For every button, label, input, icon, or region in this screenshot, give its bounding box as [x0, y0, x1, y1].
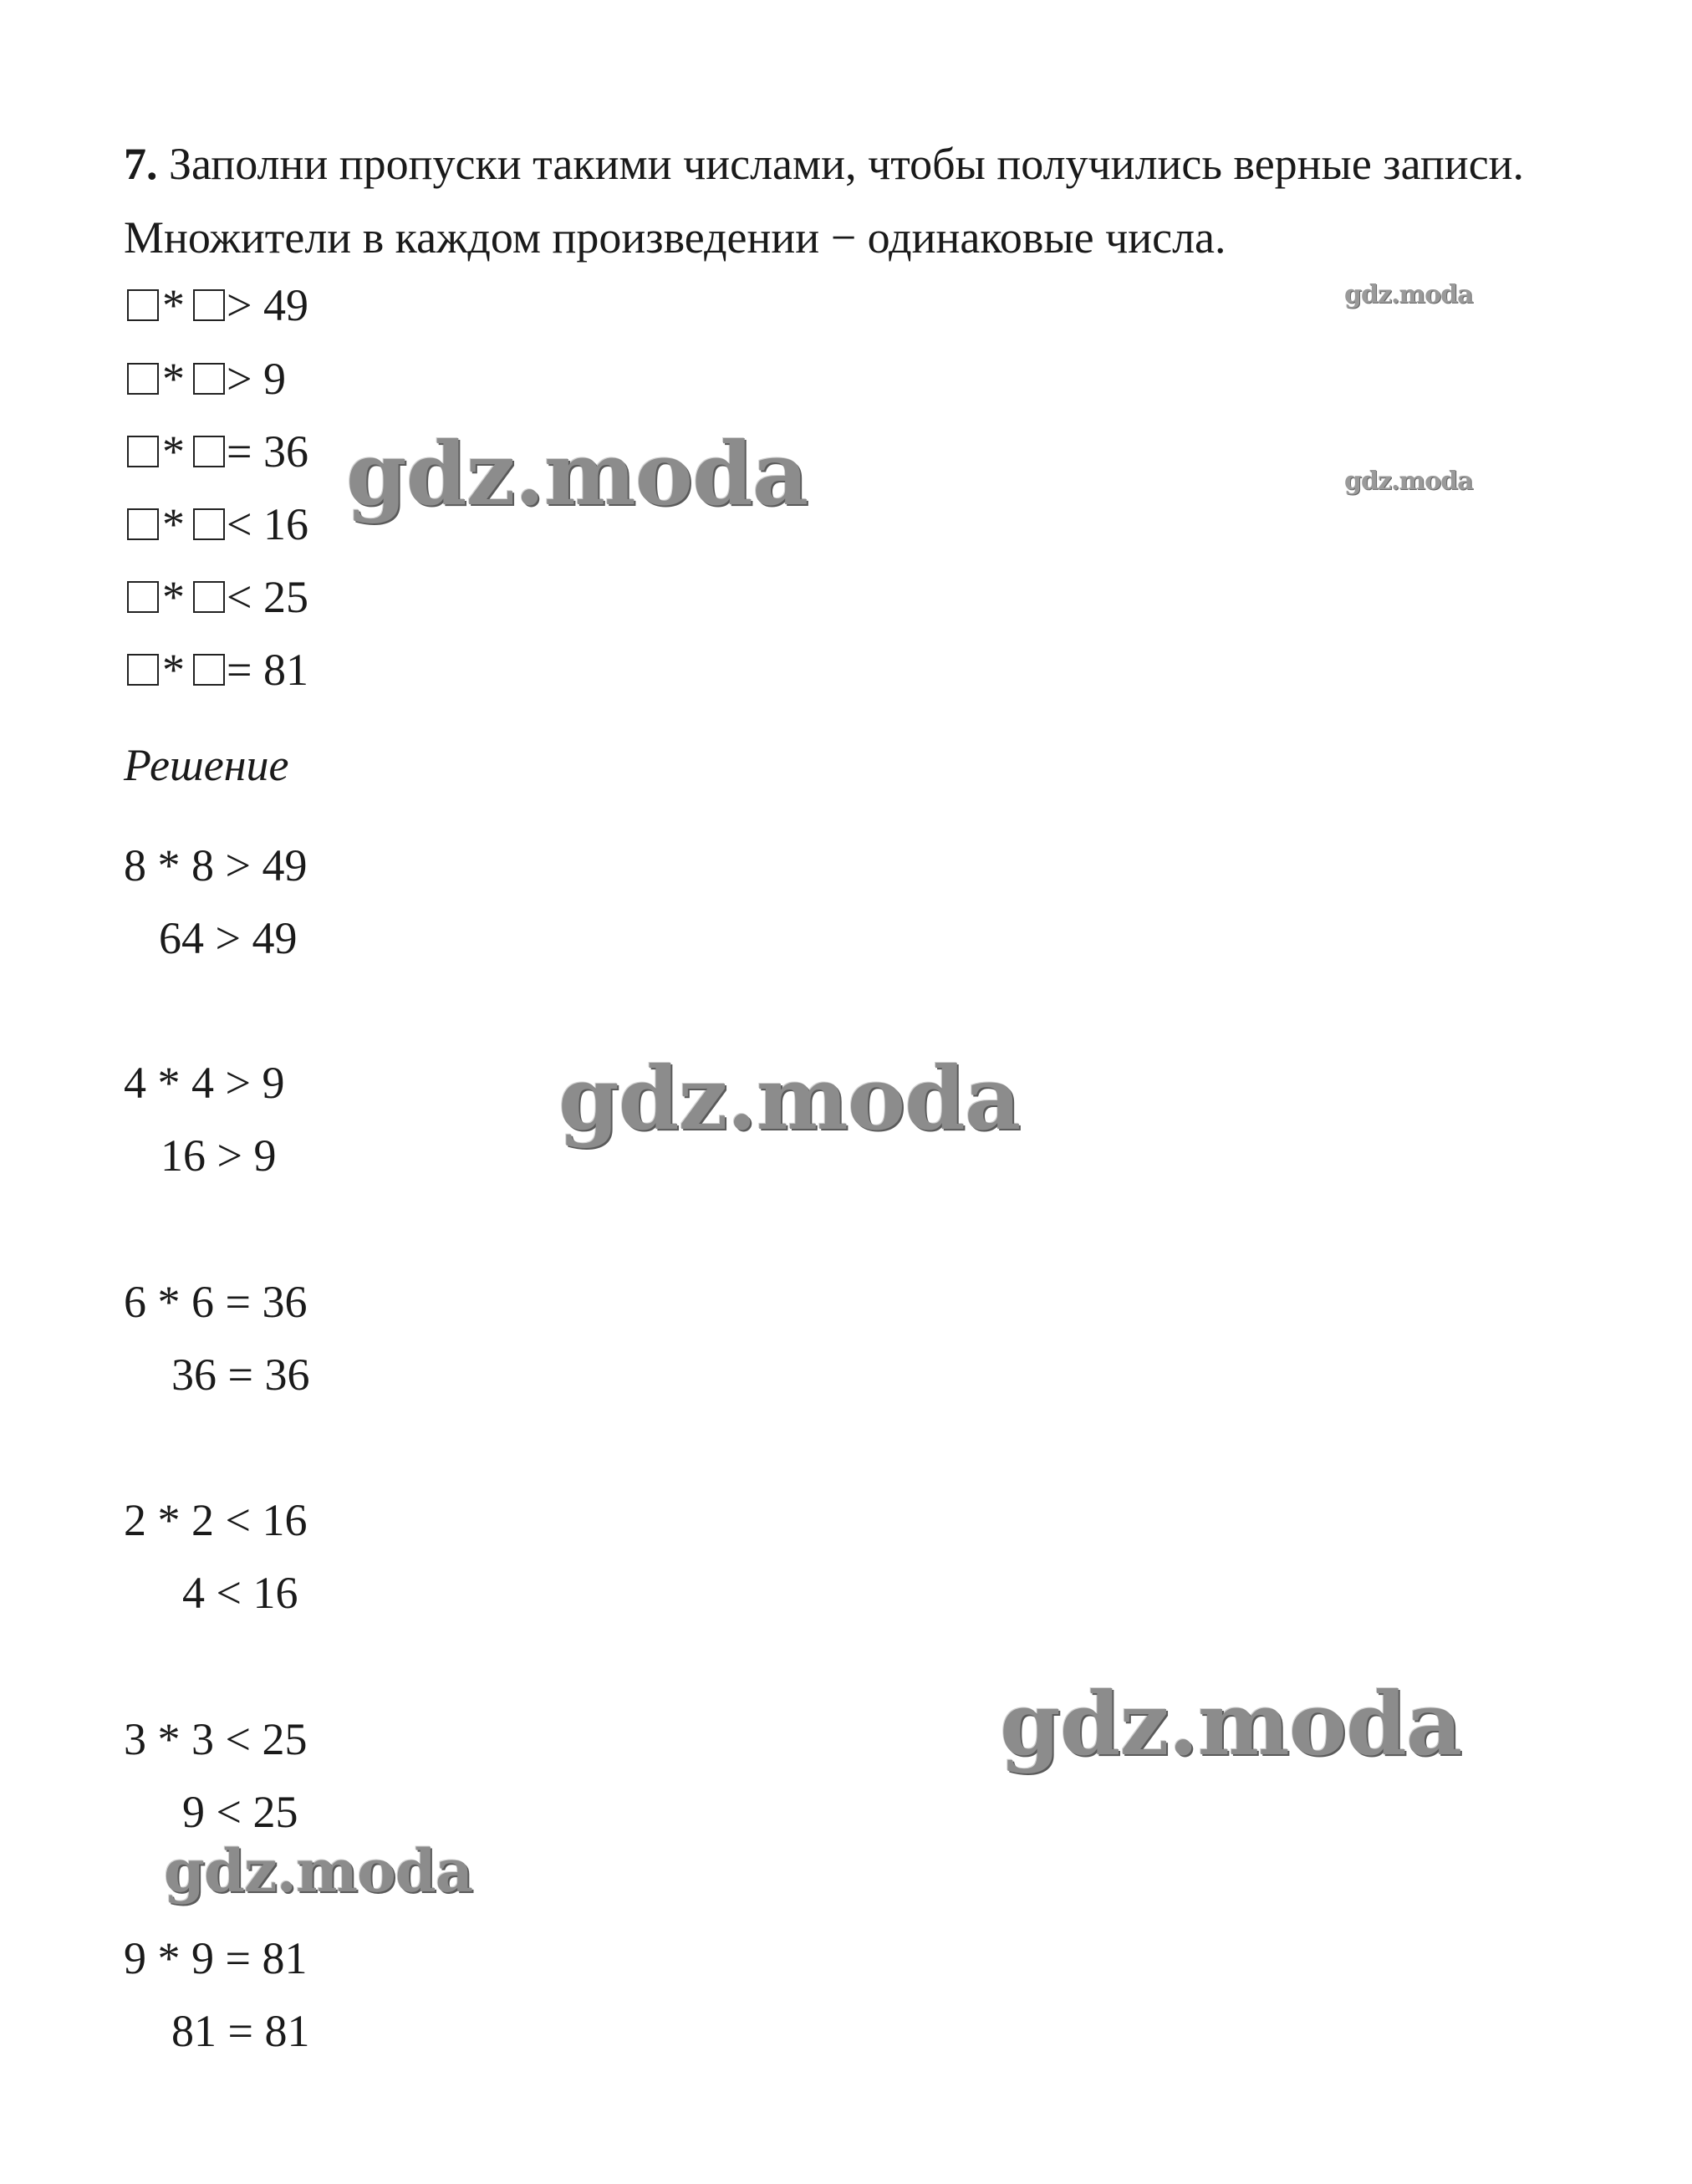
comparison-rhs: > 9	[227, 354, 286, 404]
template-row	[127, 645, 308, 695]
watermark: gdz.moda	[558, 1047, 1021, 1150]
watermark: gdz.moda	[164, 1836, 473, 1906]
blank-box	[193, 363, 225, 395]
blank-box	[127, 581, 159, 613]
comparison-rhs: < 16	[227, 499, 308, 549]
comparison-rhs: < 25	[227, 572, 308, 622]
blank-box	[193, 654, 225, 686]
solution-expression: 9 * 9 = 81	[124, 1933, 308, 1983]
watermark: gdz.moda	[1000, 1672, 1462, 1775]
multiply-sign: *	[162, 354, 185, 404]
solution-result: 4 < 16	[182, 1568, 298, 1618]
blank-box	[193, 289, 225, 321]
blank-box	[127, 508, 159, 540]
template-row	[127, 426, 308, 477]
multiply-sign: *	[162, 572, 185, 622]
task-number: 7.	[124, 139, 158, 189]
blank-box	[127, 654, 159, 686]
template-row	[127, 572, 308, 622]
comparison-rhs: = 36	[227, 426, 308, 477]
multiply-sign: *	[162, 280, 185, 330]
blank-box	[127, 436, 159, 467]
template-row	[127, 354, 286, 404]
multiply-sign: *	[162, 645, 185, 695]
blank-box	[127, 289, 159, 321]
solution-expression: 6 * 6 = 36	[124, 1277, 308, 1327]
comparison-rhs: > 49	[227, 280, 308, 330]
solution-expression: 8 * 8 > 49	[124, 840, 308, 890]
blank-box	[193, 581, 225, 613]
task-text: Заполни пропуски такими числами, чтобы получились верные записи. Множители в каждом произведении − одинаковые числа.	[124, 139, 1525, 263]
solution-result: 36 = 36	[171, 1350, 310, 1400]
solution-result: 64 > 49	[159, 913, 298, 963]
watermark: gdz.moda	[1344, 280, 1473, 309]
solution-title: Решение	[124, 740, 289, 790]
blank-box	[127, 363, 159, 395]
watermark: gdz.moda	[1344, 467, 1473, 496]
solution-expression: 2 * 2 < 16	[124, 1495, 308, 1545]
solution-result: 9 < 25	[182, 1787, 298, 1837]
blank-box	[193, 508, 225, 540]
template-row	[127, 280, 308, 330]
comparison-rhs: = 81	[227, 645, 308, 695]
solution-expression: 4 * 4 > 9	[124, 1058, 285, 1108]
multiply-sign: *	[162, 426, 185, 477]
solution-expression: 3 * 3 < 25	[124, 1714, 308, 1764]
solution-result: 16 > 9	[161, 1130, 277, 1181]
solution-result: 81 = 81	[171, 2006, 310, 2056]
blank-box	[193, 436, 225, 467]
multiply-sign: *	[162, 499, 185, 549]
template-row	[127, 499, 308, 549]
watermark: gdz.moda	[346, 422, 808, 525]
task-statement	[124, 127, 1545, 274]
